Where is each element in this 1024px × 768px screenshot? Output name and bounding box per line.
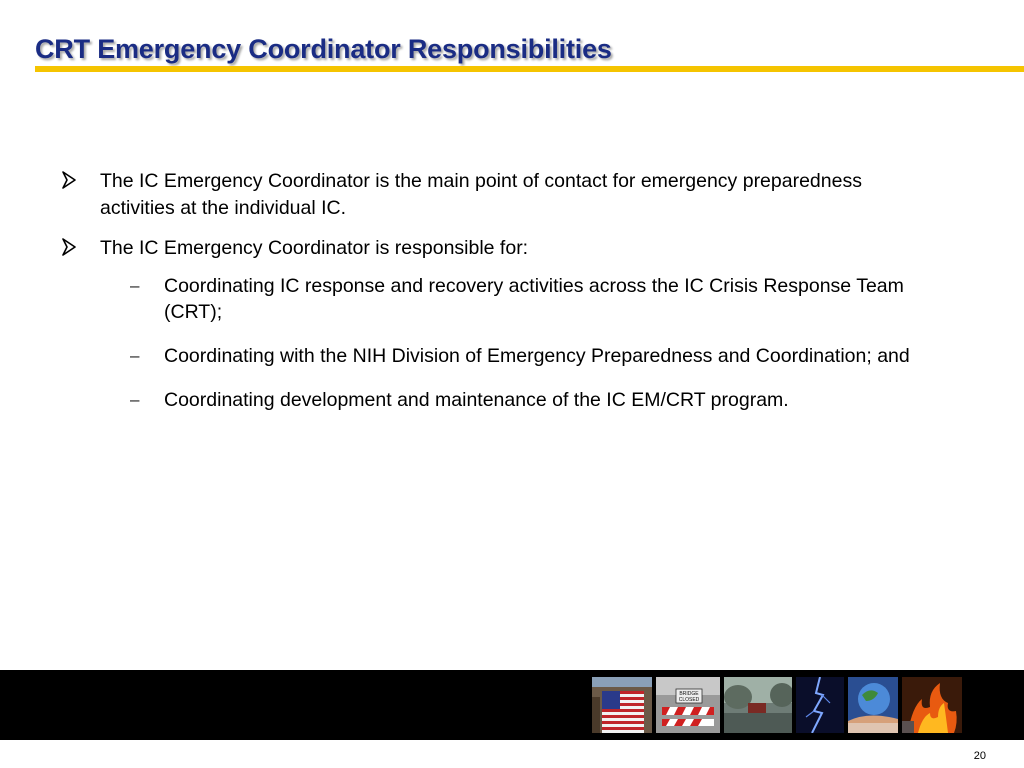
earth-hands-photo <box>848 677 898 733</box>
sub-bullet-text: Coordinating IC response and recovery activities across the IC Crisis Response Team (CRT); <box>164 275 904 323</box>
bridge-closed-photo <box>656 677 720 733</box>
lightning-photo <box>796 677 844 733</box>
page-number: 20 <box>973 750 986 762</box>
arrow-bullet-icon <box>60 169 78 191</box>
arrow-bullet-icon <box>60 236 78 258</box>
page-title: CRT Emergency Coordinator Responsibilities <box>35 34 612 64</box>
flag-photo <box>592 677 652 733</box>
sub-bullet-text: Coordinating development and maintenance of the IC EM/CRT program. <box>164 389 789 411</box>
flood-photo <box>724 677 792 733</box>
fire-photo <box>902 677 962 733</box>
sub-bullet-item <box>60 387 920 413</box>
slide-title-wrap <box>35 34 612 65</box>
slide-body <box>60 168 920 431</box>
dash-bullet-icon: – <box>130 346 140 365</box>
bullet-text: The IC Emergency Coordinator is the main point of contact for emergency preparedness activities at the individual IC. <box>100 170 862 219</box>
dash-bullet-icon: – <box>130 390 140 409</box>
bullet-text: The IC Emergency Coordinator is responsible for: <box>100 237 529 259</box>
dash-bullet-icon: – <box>130 276 140 295</box>
bridge-sign-line2: CLOSED <box>678 697 700 703</box>
sub-bullet-item <box>60 273 920 325</box>
bridge-sign-line1: BRIDGE <box>679 691 699 697</box>
footer-photo-strip <box>592 677 962 733</box>
bullet-item <box>60 168 920 222</box>
sub-bullet-text: Coordinating with the NIH Division of Emergency Preparedness and Coordination; and <box>164 345 910 367</box>
sub-bullet-item <box>60 343 920 369</box>
bullet-item <box>60 235 920 262</box>
title-underline-rule <box>35 66 1024 72</box>
